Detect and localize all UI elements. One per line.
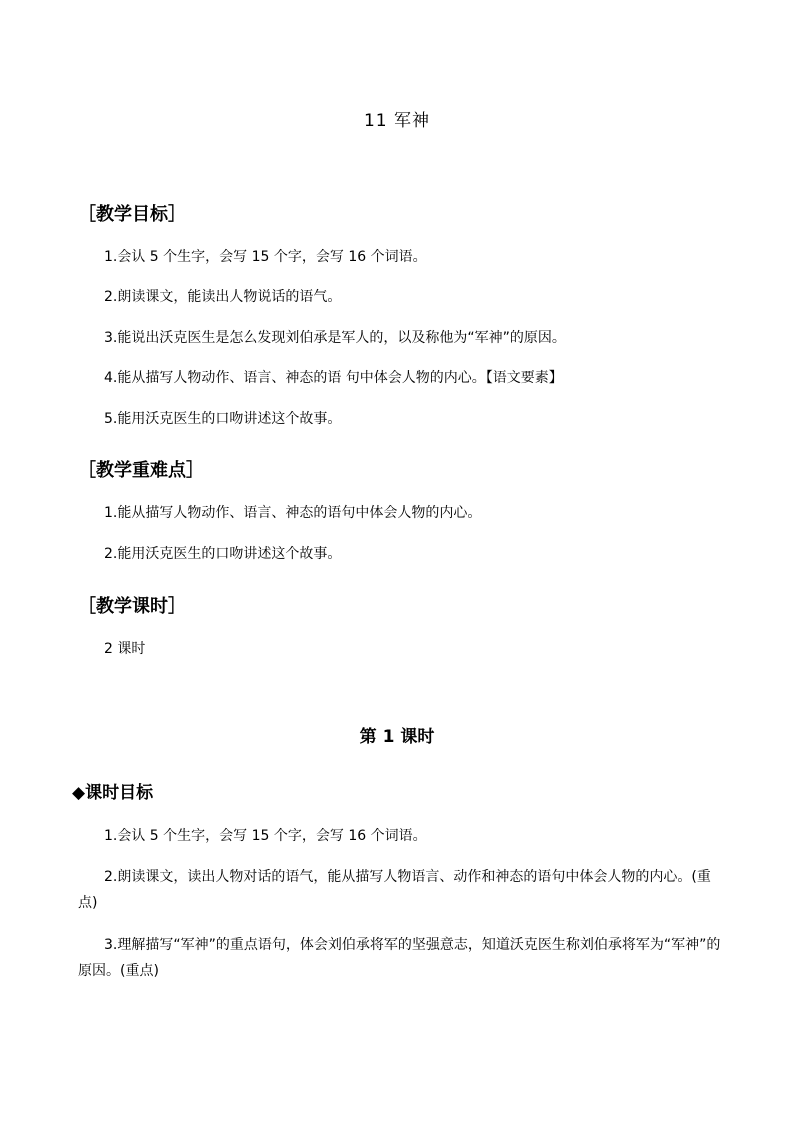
- key-point-item: 1.能从描写人物动作、语言、神态的语句中体会人物的内心。: [104, 505, 482, 521]
- goal-item: 2.朗读课文，能读出人物说话的语气。: [104, 289, 342, 305]
- lesson-goal-heading: ◆课时目标: [72, 783, 154, 803]
- section-heading-teaching-goals: ［教学目标］: [78, 204, 186, 225]
- lesson-goal-item-wrapped: [78, 932, 728, 984]
- section-heading-class-hours: ［教学课时］: [78, 596, 186, 617]
- lesson-goal-item: 1.会认 5 个生字，会写 15 个字，会写 16 个词语。: [104, 828, 427, 844]
- document-title: 11 军神: [363, 111, 431, 131]
- lesson-goal-text: 2.朗读课文，读出人物对话的语气，能从描写人物语言、动作和神态的语句中体会人物的内心。(重点): [78, 869, 711, 911]
- goal-item: 5.能用沃克医生的口吻讲述这个故事。: [104, 411, 342, 427]
- key-point-item: 2.能用沃克医生的口吻讲述这个故事。: [104, 546, 342, 562]
- goal-item: 4.能从描写人物动作、语言、神态的语 句中体会人物的内心。【语文要素】: [104, 370, 563, 386]
- lesson-goal-text: 3.理解描写“军神”的重点语句，体会刘伯承将军的坚强意志，知道沃克医生称刘伯承将军为“军神”的原因。(重点): [78, 937, 721, 979]
- lesson-title: 第 1 课时: [359, 727, 435, 747]
- goal-item: 1.会认 5 个生字，会写 15 个字，会写 16 个词语。: [104, 249, 427, 265]
- lesson-goal-item-wrapped: [78, 864, 728, 916]
- section-heading-key-points: ［教学重难点］: [78, 460, 204, 481]
- class-hours-item: 2 课时: [104, 641, 146, 657]
- goal-item: 3.能说出沃克医生是怎么发现刘伯承是军人的，以及称他为“军神”的原因。: [104, 330, 566, 346]
